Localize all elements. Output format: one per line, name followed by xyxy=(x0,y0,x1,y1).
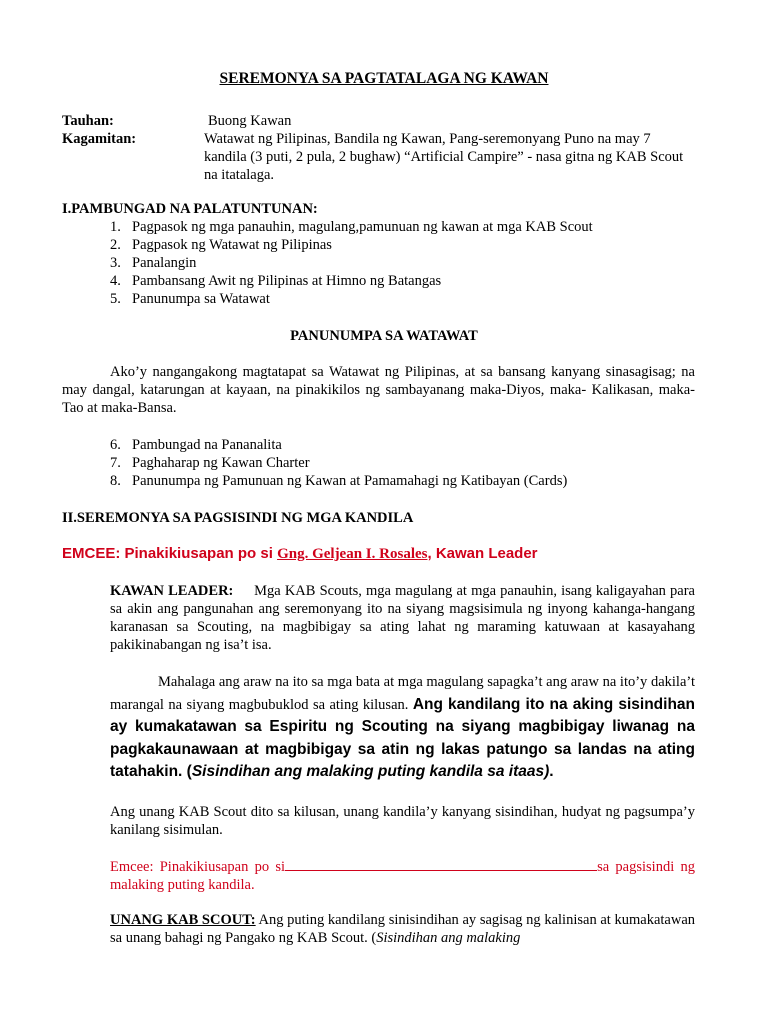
unang-kab-scout-paragraph: UNANG KAB SCOUT: Ang puting kandilang sinisindihan ay sagisag ng kalinisan at kumakatawan sa unang bahagi ng Pangako ng KAB Scout. (Sisindihan ang malaking xyxy=(110,912,696,946)
tauhan-value: Buong Kawan xyxy=(208,113,292,129)
emcee-line: EMCEE: Pinakikiusapan po si Gng. Geljean I. Rosales, Kawan Leader xyxy=(62,545,538,562)
list-item: 5. Panunumpa sa Watawat xyxy=(110,291,270,307)
section1b-list xyxy=(110,436,567,490)
list-item: 8. Panunumpa ng Pamunuan ng Kawan at Pamamahagi ng Katibayan (Cards) xyxy=(110,473,568,489)
page-title: SEREMONYA SA PAGTATALAGA NG KAWAN xyxy=(219,70,549,87)
list-item: 3. Panalangin xyxy=(110,255,197,271)
list-item: 7. Paghaharap ng Kawan Charter xyxy=(110,455,310,471)
list-item: 2. Pagpasok ng Watawat ng Pilipinas xyxy=(110,237,332,253)
panunumpa-text: Ako’y nangangakong magtatapat sa Watawat ng Pilipinas, at sa bansang kanyang sinasagisag; na may dangal, katarungan at kayaan, na pinakikilos ng sambayanang maka-Diyos, maka- Kalikasan, maka- Tao at maka-Bansa. xyxy=(62,364,695,416)
kagamitan-value: Watawat ng Pilipinas, Bandila ng Kawan, Pang-seremonyang Puno na may 7 kandila (3 puti, 2 pula, 2 bughaw) “Artificial Campire” - nasa gitna ng KAB Scout na itatalaga. xyxy=(204,131,684,183)
name-blank-line xyxy=(285,857,597,871)
kawan-leader-role: KAWAN LEADER: xyxy=(110,583,234,599)
list-item: 1. Pagpasok ng mga panauhin, magulang,pamunuan ng kawan at mga KAB Scout xyxy=(110,219,593,235)
kawan-leader-paragraph-2: Mahalaga ang araw na ito sa mga bata at mga magulang sapagka’t ang araw na ito’y dakila’t marangal na siyang magbubuklod sa ating kilusan. Ang kandilang ito na aking sisindihan ay kumakatawan sa Espiritu ng Scouting na siyang magbibigay liwanag na pagkakaunawaan at magbibigay sa atin ng lakas patungo sa landas na ating tatahakin. (Sisindihan ang malaking puting kandila sa itaas). xyxy=(110,674,695,780)
list-item: 4. Pambansang Awit ng Pilipinas at Himno ng Batangas xyxy=(110,273,442,289)
section1-heading: I.PAMBUNGAD NA PALATUNTUNAN: xyxy=(62,201,318,217)
kagamitan-label: Kagamitan: xyxy=(62,131,137,147)
kawan-leader-paragraph-3: Ang unang KAB Scout dito sa kilusan, unang kandila’y kanyang sisindihan, hudyat ng pagsumpa’y kanilang sisimulan. xyxy=(110,804,695,838)
kawan-leader-name: Gng. Geljean I. Rosales xyxy=(277,546,428,562)
list-item: 6. Pambungad na Pananalita xyxy=(110,437,282,453)
panunumpa-heading: PANUNUMPA SA WATAWAT xyxy=(290,328,478,344)
emcee-call-2: Emcee: Pinakikiusapan po si sa pagsisindi ng malaking puting kandila. xyxy=(110,859,695,893)
section2-heading: II.SEREMONYA SA PAGSISINDI NG MGA KANDILA xyxy=(62,510,414,526)
unang-kab-scout-role: UNANG KAB SCOUT: xyxy=(110,912,256,928)
section1-list xyxy=(110,218,593,308)
tauhan-label: Tauhan: xyxy=(62,113,114,129)
kawan-leader-paragraph-1: KAWAN LEADER: Mga KAB Scouts, mga magulang at mga panauhin, isang kaligayahan para sa akin ang pangunahan ang seremonyang ito na siyang magsisimula ng inyong kahanga-hangang karanasan sa Scouting, na magbibigay sa ating lahat ng maraming katuwaan at kasayahang pakikinabangan ng isa’t isa. xyxy=(110,583,695,653)
